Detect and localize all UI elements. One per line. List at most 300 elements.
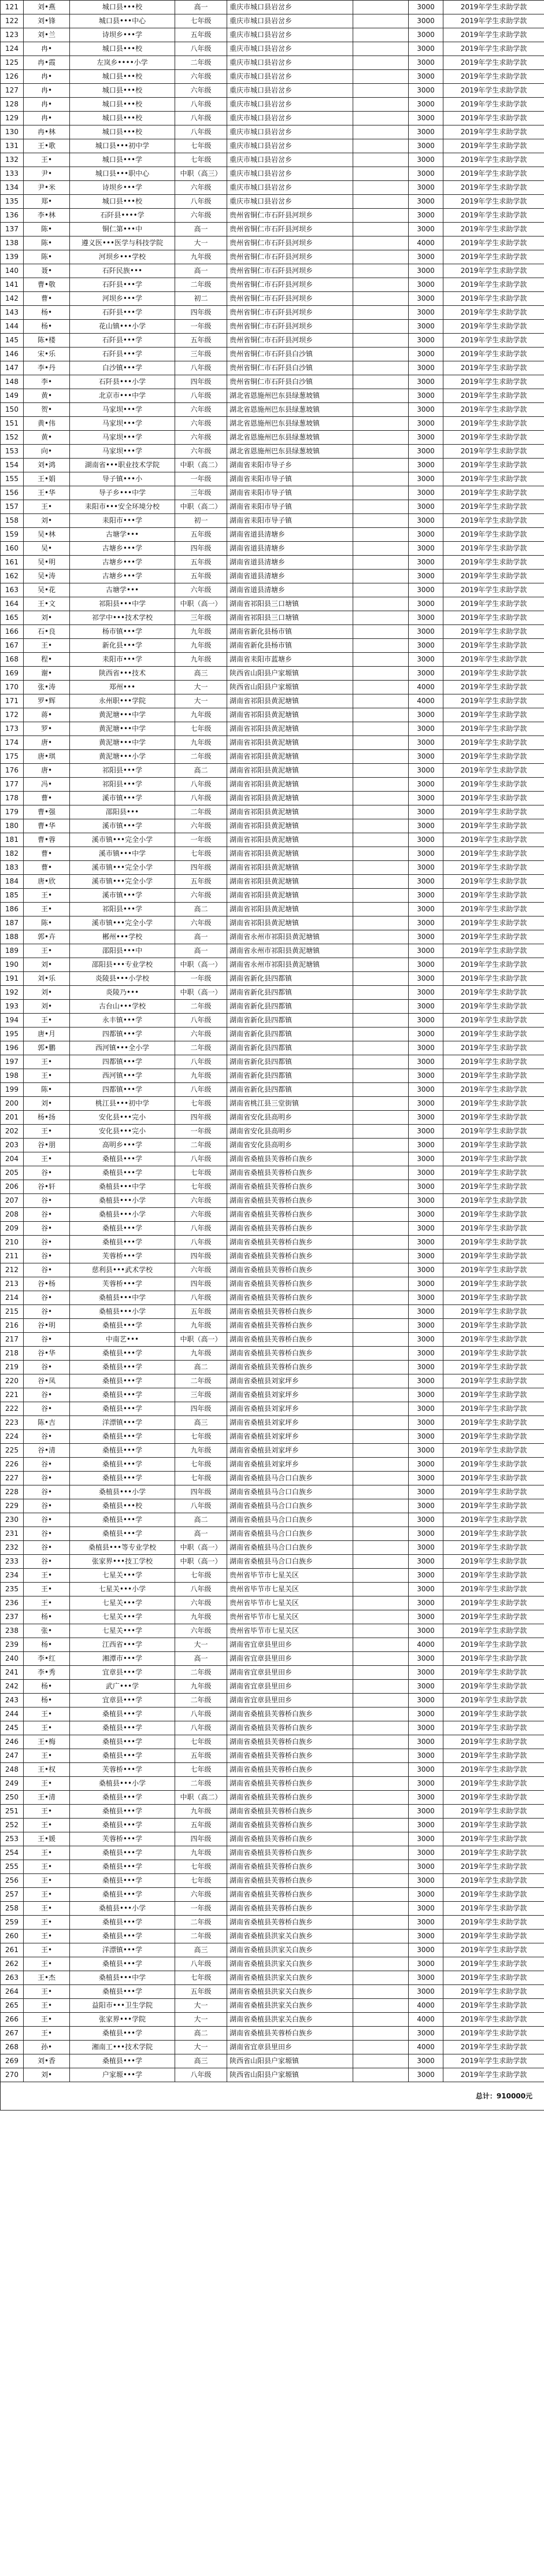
grade: 五年级 [175, 28, 227, 42]
student-name: 李•林 [24, 209, 70, 223]
blank-cell [353, 1874, 409, 1888]
home-address: 湖南省桑植县芙蓉桥白族乡 [227, 1277, 353, 1291]
home-address: 湖南省桑植县芙蓉桥白族乡 [227, 1860, 353, 1874]
school-name: 桑植县•••中学 [70, 1180, 175, 1194]
home-address: 湖南省祁阳县黄泥塘镇 [227, 750, 353, 764]
home-address: 湖南省宜章县里田乡 [227, 1652, 353, 1666]
student-name: 吴•林 [24, 528, 70, 542]
purpose: 2019年学生求助学款 [443, 1666, 544, 1680]
home-address: 湖南省桑植县马合口白族乡 [227, 1527, 353, 1541]
school-name: 湘潭市•••学 [70, 1652, 175, 1666]
home-address: 湖南省祁阳县黄泥塘镇 [227, 778, 353, 792]
purpose: 2019年学生求助学款 [443, 1430, 544, 1444]
grade: 中职（高一） [175, 986, 227, 1000]
row-number: 197 [1, 1055, 24, 1069]
grade: 八年级 [175, 1957, 227, 1971]
blank-cell [353, 722, 409, 736]
student-name: 聂• [24, 264, 70, 278]
row-number: 241 [1, 1666, 24, 1680]
home-address: 贵州省毕节市七星关区 [227, 1596, 353, 1610]
amount: 3000 [409, 1416, 443, 1430]
blank-cell [353, 944, 409, 958]
blank-cell [353, 1610, 409, 1624]
school-name: 七星关•••学 [70, 1610, 175, 1624]
home-address: 贵州省铜仁市石阡县白沙镇 [227, 348, 353, 361]
table-row [1, 1749, 544, 1763]
grade: 六年级 [175, 84, 227, 98]
amount: 3000 [409, 958, 443, 972]
school-name: 桑植县•••学 [70, 1805, 175, 1819]
home-address: 湖南省桑植县洪家关白族乡 [227, 1957, 353, 1971]
table-row [1, 500, 544, 514]
home-address: 湖南省祁阳县黄泥塘镇 [227, 889, 353, 903]
home-address: 湖南省桑植县芙蓉桥白族乡 [227, 1749, 353, 1763]
student-name: 唐•欣 [24, 875, 70, 889]
row-number: 237 [1, 1610, 24, 1624]
purpose: 2019年学生求助学款 [443, 112, 544, 125]
blank-cell [353, 236, 409, 250]
amount: 3000 [409, 1832, 443, 1846]
purpose: 2019年学生求助学款 [443, 500, 544, 514]
school-name: 桑植县•••学 [70, 1472, 175, 1485]
student-name: 谷• [24, 1555, 70, 1569]
amount: 3000 [409, 708, 443, 722]
grade: 高一 [175, 1652, 227, 1666]
grade: 二年级 [175, 56, 227, 70]
blank-cell [353, 1541, 409, 1555]
amount: 3000 [409, 1222, 443, 1236]
row-number: 209 [1, 1222, 24, 1236]
row-number: 252 [1, 1819, 24, 1832]
home-address: 湖南省新化县四都镇 [227, 972, 353, 986]
school-name: 江西省•••学 [70, 1638, 175, 1652]
grade: 八年级 [175, 42, 227, 56]
school-name: 郑州••• [70, 681, 175, 694]
amount: 3000 [409, 1694, 443, 1708]
grade: 七年级 [175, 1860, 227, 1874]
grade: 高二 [175, 1361, 227, 1374]
grade: 高一 [175, 944, 227, 958]
row-number: 263 [1, 1971, 24, 1985]
blank-cell [353, 445, 409, 459]
grade: 六年级 [175, 1624, 227, 1638]
table-row [1, 514, 544, 528]
table-row [1, 2041, 544, 2054]
table-row [1, 1305, 544, 1319]
table-row [1, 1555, 544, 1569]
school-name: 石阡县•••学 [70, 278, 175, 292]
row-number: 218 [1, 1347, 24, 1361]
student-name: 曹•敬 [24, 278, 70, 292]
blank-cell [353, 2013, 409, 2027]
school-name: 桑植县•••学 [70, 1388, 175, 1402]
student-name: 宋•乐 [24, 348, 70, 361]
amount: 3000 [409, 583, 443, 597]
school-name: 陕西省•••技术 [70, 667, 175, 681]
row-number: 200 [1, 1097, 24, 1111]
blank-cell [353, 681, 409, 694]
student-name: 王•杰 [24, 1971, 70, 1985]
school-name: 芙蓉桥•••学 [70, 1832, 175, 1846]
home-address: 贵州省毕节市七星关区 [227, 1583, 353, 1596]
purpose: 2019年学生求助学款 [443, 195, 544, 209]
row-number: 242 [1, 1680, 24, 1694]
row-number: 175 [1, 750, 24, 764]
student-name: 杨• [24, 1610, 70, 1624]
home-address: 湖南省道县清塘乡 [227, 542, 353, 556]
home-address: 湖南省桑植县芙蓉桥白族乡 [227, 1166, 353, 1180]
student-name: 黄•伟 [24, 417, 70, 431]
school-name: 桑植县•••学 [70, 1708, 175, 1721]
grade: 五年级 [175, 528, 227, 542]
blank-cell [353, 1624, 409, 1638]
row-number: 199 [1, 1083, 24, 1097]
purpose: 2019年学生求助学款 [443, 1485, 544, 1499]
student-name: 王• [24, 2027, 70, 2041]
table-row [1, 459, 544, 472]
student-name: 谷• [24, 1208, 70, 1222]
school-name: 桑植县•••学 [70, 1222, 175, 1236]
amount: 3000 [409, 1777, 443, 1791]
student-name: 程• [24, 653, 70, 667]
grade: 九年级 [175, 1319, 227, 1333]
row-number: 248 [1, 1763, 24, 1777]
school-name: 洋漂镇•••学 [70, 1416, 175, 1430]
student-name: 谷• [24, 1291, 70, 1305]
purpose: 2019年学生求助学款 [443, 125, 544, 139]
student-name: 李• [24, 375, 70, 389]
table-row [1, 1347, 544, 1361]
purpose: 2019年学生求助学款 [443, 667, 544, 681]
home-address: 湖南省祁阳县黄泥塘镇 [227, 875, 353, 889]
home-address: 湖南省桑植县芙蓉桥白族乡 [227, 1791, 353, 1805]
home-address: 湖南省桑植县芙蓉桥白族乡 [227, 1305, 353, 1319]
student-name: 王•梅 [24, 1735, 70, 1749]
school-name: 高明乡•••学 [70, 1139, 175, 1152]
grade: 大一 [175, 1999, 227, 2013]
purpose: 2019年学生求助学款 [443, 375, 544, 389]
grade: 五年级 [175, 570, 227, 583]
grade: 四年级 [175, 1250, 227, 1263]
table-row [1, 1819, 544, 1832]
blank-cell [353, 2041, 409, 2054]
grade: 六年级 [175, 403, 227, 417]
school-name: 桑植县•••等专业学校 [70, 1541, 175, 1555]
school-name: 城口县•••学 [70, 153, 175, 167]
blank-cell [353, 556, 409, 570]
school-name: 左岚乡••••小学 [70, 56, 175, 70]
student-name: 蒋• [24, 708, 70, 722]
blank-cell [353, 1846, 409, 1860]
home-address: 湖南省祁阳县黄泥塘镇 [227, 694, 353, 708]
amount: 3000 [409, 445, 443, 459]
row-number: 261 [1, 1943, 24, 1957]
purpose: 2019年学生求助学款 [443, 1347, 544, 1361]
purpose: 2019年学生求助学款 [443, 764, 544, 778]
table-row [1, 361, 544, 375]
amount: 3000 [409, 1361, 443, 1374]
student-name: 谷•清 [24, 1444, 70, 1458]
row-number: 204 [1, 1152, 24, 1166]
home-address: 重庆市城口县岩岔乡 [227, 28, 353, 42]
purpose: 2019年学生求助学款 [443, 1985, 544, 1999]
home-address: 湖南省桑植县刘家坪乡 [227, 1416, 353, 1430]
school-name: 西河镇•••学 [70, 1069, 175, 1083]
purpose: 2019年学生求助学款 [443, 1749, 544, 1763]
home-address: 湖南省祁阳县黄泥塘镇 [227, 833, 353, 847]
school-name: 城口县•••职中心 [70, 167, 175, 181]
amount: 3000 [409, 1513, 443, 1527]
grade: 高三 [175, 667, 227, 681]
student-name: 罗• [24, 722, 70, 736]
amount: 3000 [409, 112, 443, 125]
student-name: 王• [24, 1902, 70, 1916]
purpose: 2019年学生求助学款 [443, 1277, 544, 1291]
row-number: 254 [1, 1846, 24, 1860]
blank-cell [353, 486, 409, 500]
school-name: 古塘学••• [70, 528, 175, 542]
student-name: 唐•琪 [24, 750, 70, 764]
home-address: 湖南省耒阳市蓝塘乡 [227, 653, 353, 667]
row-number: 121 [1, 1, 24, 14]
purpose: 2019年学生求助学款 [443, 1152, 544, 1166]
blank-cell [353, 1028, 409, 1041]
table-row [1, 1361, 544, 1374]
school-name: 城口县•••校 [70, 1, 175, 14]
blank-cell [353, 1166, 409, 1180]
purpose: 2019年学生求助学款 [443, 1014, 544, 1028]
home-address: 贵州省铜仁市石阡县河坝乡 [227, 264, 353, 278]
home-address: 湖南省桑植县刘家坪乡 [227, 1388, 353, 1402]
table-row [1, 1250, 544, 1263]
home-address: 重庆市城口县岩岔乡 [227, 125, 353, 139]
table-row [1, 2068, 544, 2082]
row-number: 201 [1, 1111, 24, 1125]
home-address: 贵州省铜仁市石阡县河坝乡 [227, 223, 353, 236]
purpose: 2019年学生求助学款 [443, 556, 544, 570]
amount: 3000 [409, 1916, 443, 1930]
amount: 3000 [409, 1555, 443, 1569]
home-address: 湖南省祁阳县黄泥塘镇 [227, 819, 353, 833]
table-row [1, 1069, 544, 1083]
table-row [1, 2027, 544, 2041]
home-address: 湖南省桑植县芙蓉桥白族乡 [227, 1888, 353, 1902]
purpose: 2019年学生求助学款 [443, 681, 544, 694]
grade: 六年级 [175, 181, 227, 195]
amount: 3000 [409, 1291, 443, 1305]
table-row [1, 819, 544, 833]
grade: 四年级 [175, 861, 227, 875]
amount: 3000 [409, 42, 443, 56]
row-number: 181 [1, 833, 24, 847]
amount: 3000 [409, 1000, 443, 1014]
blank-cell [353, 139, 409, 153]
student-name: 谷• [24, 1430, 70, 1444]
blank-cell [353, 889, 409, 903]
row-number: 207 [1, 1194, 24, 1208]
grade: 九年级 [175, 1680, 227, 1694]
home-address: 湖南省安化县高明乡 [227, 1125, 353, 1139]
home-address: 湖南省祁阳县黄泥塘镇 [227, 903, 353, 916]
home-address: 湖南省桑植县洪家关白族乡 [227, 1971, 353, 1985]
amount: 3000 [409, 1444, 443, 1458]
table-row [1, 542, 544, 556]
amount: 3000 [409, 1236, 443, 1250]
row-number: 238 [1, 1624, 24, 1638]
row-number: 131 [1, 139, 24, 153]
blank-cell [353, 764, 409, 778]
student-name: 王• [24, 1957, 70, 1971]
purpose: 2019年学生求助学款 [443, 1916, 544, 1930]
grade: 八年级 [175, 1499, 227, 1513]
row-number: 236 [1, 1596, 24, 1610]
purpose: 2019年学生求助学款 [443, 56, 544, 70]
purpose: 2019年学生求助学款 [443, 1638, 544, 1652]
row-number: 243 [1, 1694, 24, 1708]
grade: 七年级 [175, 1569, 227, 1583]
amount: 3000 [409, 736, 443, 750]
purpose: 2019年学生求助学款 [443, 1610, 544, 1624]
student-name: 刘•兰 [24, 28, 70, 42]
school-name: 洋漂镇•••学 [70, 1943, 175, 1957]
student-name: 王• [24, 1014, 70, 1028]
student-name: 杨• [24, 1680, 70, 1694]
blank-cell [353, 1319, 409, 1333]
school-name: 黄泥塘•••中学 [70, 708, 175, 722]
student-name: 王• [24, 1819, 70, 1832]
purpose: 2019年学生求助学款 [443, 1596, 544, 1610]
row-number: 124 [1, 42, 24, 56]
school-name: 桑植县•••学 [70, 1152, 175, 1166]
blank-cell [353, 1194, 409, 1208]
home-address: 湖北省恩施州巴东县绿葱坡镇 [227, 417, 353, 431]
grade: 二年级 [175, 805, 227, 819]
blank-cell [353, 611, 409, 625]
purpose: 2019年学生求助学款 [443, 1860, 544, 1874]
blank-cell [353, 1041, 409, 1055]
grade: 七年级 [175, 14, 227, 28]
row-number: 133 [1, 167, 24, 181]
home-address: 湖南省桑植县芙蓉桥白族乡 [227, 1721, 353, 1735]
table-row [1, 334, 544, 348]
row-number: 239 [1, 1638, 24, 1652]
school-name: 桑植县•••小学 [70, 1485, 175, 1499]
table-row [1, 1943, 544, 1957]
purpose: 2019年学生求助学款 [443, 1513, 544, 1527]
row-number: 234 [1, 1569, 24, 1583]
purpose: 2019年学生求助学款 [443, 1583, 544, 1596]
school-name: 桑植县•••小学 [70, 1194, 175, 1208]
row-number: 268 [1, 2041, 24, 2054]
grade: 八年级 [175, 125, 227, 139]
student-name: 谷• [24, 1333, 70, 1347]
row-number: 192 [1, 986, 24, 1000]
home-address: 湖南省新化县四都镇 [227, 1083, 353, 1097]
blank-cell [353, 972, 409, 986]
grade: 七年级 [175, 1166, 227, 1180]
school-name: 安化县•••完小 [70, 1111, 175, 1125]
school-name: 中南艺••• [70, 1333, 175, 1347]
grade: 二年级 [175, 750, 227, 764]
blank-cell [353, 514, 409, 528]
student-name: 郑• [24, 195, 70, 209]
blank-cell [353, 833, 409, 847]
row-number: 270 [1, 2068, 24, 2082]
amount: 3000 [409, 805, 443, 819]
table-row [1, 1860, 544, 1874]
grade: 七年级 [175, 722, 227, 736]
grade: 五年级 [175, 334, 227, 348]
student-name: 王• [24, 1069, 70, 1083]
blank-cell [353, 153, 409, 167]
grade: 四年级 [175, 1402, 227, 1416]
table-row [1, 1388, 544, 1402]
blank-cell [353, 348, 409, 361]
grade: 二年级 [175, 1694, 227, 1708]
table-row [1, 84, 544, 98]
home-address: 重庆市城口县岩岔乡 [227, 167, 353, 181]
grade: 六年级 [175, 445, 227, 459]
home-address: 湖南省道县清塘乡 [227, 570, 353, 583]
row-number: 216 [1, 1319, 24, 1333]
row-number: 163 [1, 583, 24, 597]
row-number: 157 [1, 500, 24, 514]
home-address: 湖南省安化县高明乡 [227, 1111, 353, 1125]
table-row [1, 2013, 544, 2027]
amount: 3000 [409, 278, 443, 292]
amount: 3000 [409, 833, 443, 847]
amount: 4000 [409, 2041, 443, 2054]
row-number: 193 [1, 1000, 24, 1014]
blank-cell [353, 459, 409, 472]
row-number: 214 [1, 1291, 24, 1305]
blank-cell [353, 1777, 409, 1791]
grade: 五年级 [175, 556, 227, 570]
blank-cell [353, 847, 409, 861]
table-row [1, 930, 544, 944]
table-row [1, 1111, 544, 1125]
row-number: 147 [1, 361, 24, 375]
home-address: 湖南省桑植县芙蓉桥白族乡 [227, 1846, 353, 1860]
row-number: 171 [1, 694, 24, 708]
row-number: 176 [1, 764, 24, 778]
table-row [1, 56, 544, 70]
blank-cell [353, 570, 409, 583]
table-row [1, 958, 544, 972]
purpose: 2019年学生求助学款 [443, 1805, 544, 1819]
school-name: 七星关•••小学 [70, 1583, 175, 1596]
home-address: 湖南省桑植县芙蓉桥白族乡 [227, 1361, 353, 1374]
table-row [1, 375, 544, 389]
table-row [1, 1041, 544, 1055]
purpose: 2019年学生求助学款 [443, 1721, 544, 1735]
home-address: 重庆市城口县岩岔乡 [227, 70, 353, 84]
grade: 八年级 [175, 361, 227, 375]
table-row [1, 694, 544, 708]
home-address: 湖南省桑植县芙蓉桥白族乡 [227, 1152, 353, 1166]
blank-cell [353, 1513, 409, 1527]
school-name: 桑植县•••学 [70, 1444, 175, 1458]
row-number: 256 [1, 1874, 24, 1888]
student-name: 谷• [24, 1513, 70, 1527]
blank-cell [353, 1485, 409, 1499]
purpose: 2019年学生求助学款 [443, 597, 544, 611]
amount: 3000 [409, 84, 443, 98]
row-number: 127 [1, 84, 24, 98]
grade: 高二 [175, 2027, 227, 2041]
purpose: 2019年学生求助学款 [443, 1388, 544, 1402]
table-row [1, 70, 544, 84]
